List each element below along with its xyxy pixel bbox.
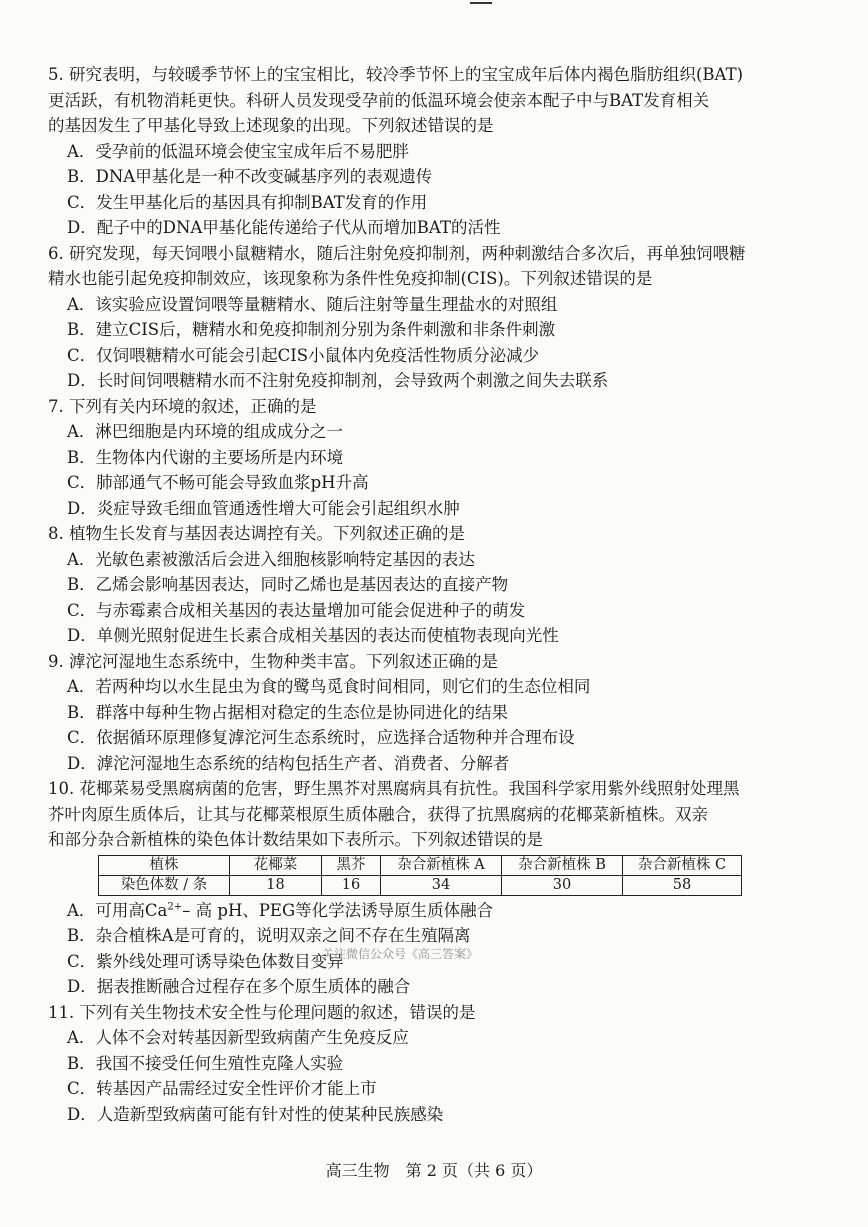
option-a	[48, 898, 828, 924]
table-cell: 58	[623, 875, 742, 895]
question-11	[48, 1000, 828, 1128]
stem-line: 精水也能引起免疫抑制效应，该现象称为条件性免疫抑制(CIS)。下列叙述错误的是	[48, 269, 653, 288]
stem-line: 5. 研究表明，与较暖季节怀上的宝宝相比，较冷季节怀上的宝宝成年后体内褐色脂肪组织(BAT)	[48, 65, 744, 84]
option-b: B．乙烯会影响基因表达，同时乙烯也是基因表达的直接产物	[67, 575, 509, 594]
option-a: A．人体不会对转基因新型致病菌产生免疫反应	[67, 1028, 409, 1047]
option-d: D．长时间饲喂糖精水而不注射免疫抑制剂，会导致两个刺激之间失去联系	[67, 371, 609, 390]
option-a-prefix: A．可用高Ca	[67, 900, 168, 920]
option-d: D．据表推断融合过程存在多个原生质体的融合	[67, 977, 411, 996]
table-cell: 16	[322, 875, 381, 895]
question-stem	[48, 62, 828, 139]
option-b: B．我国不接受任何生殖性克隆人实验	[67, 1053, 344, 1073]
table-cell: 杂合新植株 A	[381, 855, 502, 875]
stem-line: 芥叶肉原生质体后，让其与花椰菜根原生质体融合，获得了抗黑腐病的花椰菜新植株。双亲	[48, 804, 708, 824]
option-c: C．依据循环原理修复滹沱河生态系统时，应选择合适物种并合理布设	[67, 728, 575, 747]
question-stem	[48, 241, 828, 292]
option-c: C．与赤霉素合成相关基因的表达量增加可能会促进种子的萌发	[67, 600, 526, 620]
question-5	[48, 62, 828, 241]
option-a-suffix: – 高 pH、PEG等化学法诱导原生质体融合	[182, 900, 494, 920]
question-7	[48, 394, 828, 522]
option-a: A．受孕前的低温环境会使宝宝成年后不易肥胖	[67, 141, 409, 161]
stem-line: 11. 下列有关生物技术安全性与伦理问题的叙述，错误的是	[48, 1002, 476, 1022]
watermark-text: 关注微信公众号《高三答案》	[322, 947, 479, 961]
stem-line: 6. 研究发现，每天饲喂小鼠糖精水，随后注射免疫抑制剂，两种刺激结合多次后，再单独饲喂糖	[48, 243, 746, 263]
table-cell: 染色体数 / 条	[99, 875, 230, 895]
question-stem	[48, 1000, 828, 1026]
option-a: A．该实验应设置饲喂等量糖精水、随后注射等量生理盐水的对照组	[67, 294, 558, 314]
option-c: C．转基因产品需经过安全性评价才能上市	[67, 1079, 377, 1098]
option-c: C．发生甲基化后的基因具有抑制BAT发育的作用	[67, 192, 428, 212]
option-a-superscript: 2+	[167, 901, 183, 912]
table-cell: 34	[381, 875, 502, 895]
option-d: D．炎症导致毛细血管通透性增大可能会引起组织水肿	[67, 498, 460, 518]
option-d: D．人造新型致病菌可能有针对性的使某种民族感染	[67, 1104, 444, 1124]
table-cell: 黑芥	[322, 855, 381, 875]
question-6	[48, 241, 828, 394]
table-cell: 30	[502, 875, 623, 895]
stem-line: 和部分杂合新植株的染色体计数结果如下表所示。下列叙述错误的是	[48, 830, 543, 849]
stem-line: 10. 花椰菜易受黑腐病菌的危害，野生黑芥对黑腐病具有抗性。我国科学家用紫外线照射处理黑	[48, 779, 740, 798]
chromosome-count-table	[98, 855, 742, 896]
option-a: A．若两种均以水生昆虫为食的鹭鸟觅食时间相同，则它们的生态位相同	[67, 677, 591, 696]
table-cell: 杂合新植株 B	[502, 855, 623, 875]
stem-line: 的基因发生了甲基化导致上述现象的出现。下列叙述错误的是	[48, 116, 494, 135]
question-9	[48, 649, 828, 777]
table-cell: 杂合新植株 C	[623, 855, 742, 875]
option-b: B．生物体内代谢的主要场所是内环境	[67, 447, 344, 467]
option-a: A．淋巴细胞是内环境的组成成分之一	[67, 422, 343, 441]
option-d: D．滹沱河湿地生态系统的结构包括生产者、消费者、分解者	[67, 753, 510, 773]
option-d: D．单侧光照射促进生长素合成相关基因的表达而使植物表现向光性	[67, 626, 559, 645]
question-stem	[48, 776, 828, 853]
stem-line: 8. 植物生长发育与基因表达调控有关。下列叙述正确的是	[48, 524, 465, 543]
stem-line: 更活跃，有机物消耗更快。科研人员发现受孕前的低温环境会使亲本配子中与BAT发育相关	[48, 90, 710, 110]
option-b: B．群落中每种生物占据相对稳定的生态位是协同进化的结果	[67, 702, 509, 722]
top-margin-mark	[470, 2, 492, 4]
table-header-row	[99, 855, 742, 875]
stem-line: 7. 下列有关内环境的叙述，正确的是	[48, 396, 317, 416]
option-c: C．肺部通气不畅可能会导致血浆pH升高	[67, 473, 369, 492]
question-10	[48, 776, 828, 1000]
option-b: B．DNA甲基化是一种不改变碱基序列的表观遗传	[67, 167, 433, 186]
option-a: A．光敏色素被激活后会进入细胞核影响特定基因的表达	[67, 549, 475, 569]
option-b: B．建立CIS后，糖精水和免疫抑制剂分别为条件刺激和非条件刺激	[67, 320, 556, 339]
question-stem	[48, 394, 828, 420]
question-stem	[48, 649, 828, 675]
option-d: D．配子中的DNA甲基化能传递给子代从而增加BAT的活性	[67, 218, 501, 237]
table-cell: 植株	[99, 855, 230, 875]
table-row	[99, 875, 742, 895]
table-cell: 花椰菜	[230, 855, 322, 875]
table-cell: 18	[230, 875, 322, 895]
page-footer: 高三生物 第 2 页（共 6 页）	[325, 1161, 543, 1180]
question-stem	[48, 521, 828, 547]
option-b: B．杂合植株A是可育的，说明双亲之间不存在生殖隔离	[67, 926, 471, 945]
question-list	[48, 62, 828, 1127]
stem-line: 9. 滹沱河湿地生态系统中，生物种类丰富。下列叙述正确的是	[48, 651, 498, 671]
option-c: C．紫外线处理可诱导染色体数目变异	[67, 951, 344, 971]
question-8	[48, 521, 828, 649]
option-c: C．仅饲喂糖精水可能会引起CIS小鼠体内免疫活性物质分泌减少	[67, 345, 540, 365]
